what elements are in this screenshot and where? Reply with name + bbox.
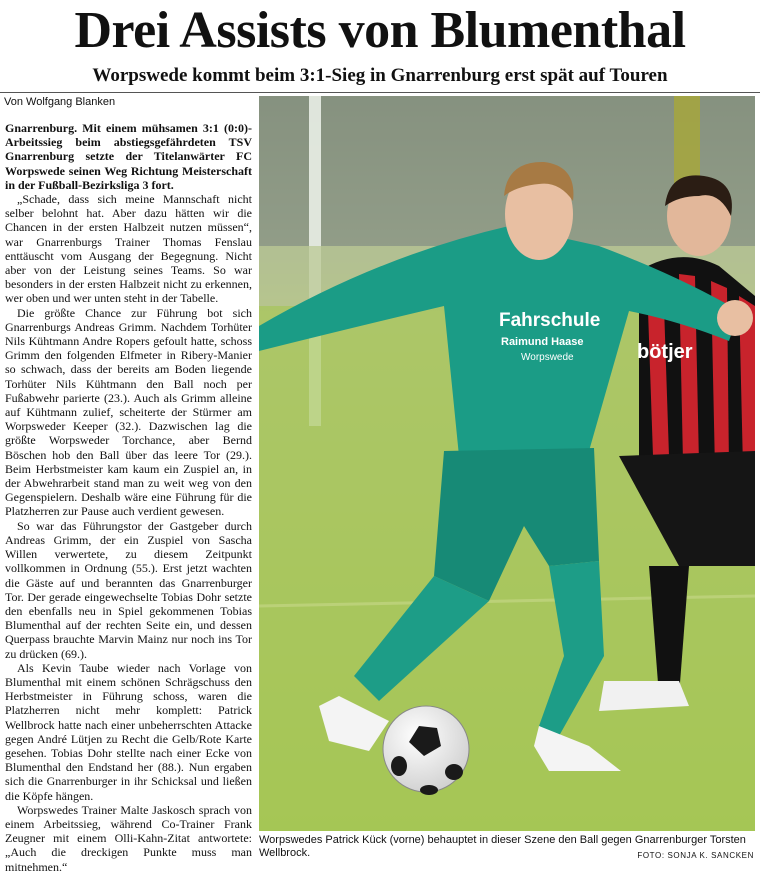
match-photo xyxy=(259,96,755,831)
byline: Von Wolfgang Blanken xyxy=(4,96,116,108)
article-paragraph: „Schade, dass sich meine Mannschaft nicht selber belohnt hat. Aber dazu hätten wir die Chancen in der ersten Halbzeit nutzen müssen“, war Gnarrenburgs Trainer Thomas Fenslau enttäuscht vom Ausgang der Begegnung. Nicht aber von der Leistung seines Teams. So war besonders in der ersten Halbzeit nicht zu erkennen, wer oben und wer unten steht in der Tabelle. xyxy=(5,192,252,306)
photo-caption: Worpswedes Patrick Kück (vorne) behauptet in dieser Szene den Ball gegen Gnarrenburger Torsten Wellbrock. xyxy=(259,834,746,859)
article-paragraph: So war das Führungstor der Gastgeber durch Andreas Grimm, der ein Zuspiel von Sascha Willen verwertete, zu diesem Zeitpunkt vollkommen in Ordnung (55.). Erst jetzt wachten die Gäste auf und berannten das Gnarrenburger Tor. Der gerade eingewechselte Tobias Dohr setzte den ebenfalls neu in Spiel gekommenen Tobias Blumenthal auf der rechten Seite ein, und dessen Querpass brauchte Marvin Mainz nur noch ins Tor zu drücken (69.). xyxy=(5,518,252,661)
photo-credit: FOTO: SONJA K. SANCKEN xyxy=(637,851,754,860)
article-paragraph: Worpswedes Trainer Malte Jaskosch sprach von einem Arbeitssieg, während Co-Trainer Frank Zeugner mit einem Olli-Kahn-Zitat antwortete: „Auch die dreckigen Punkte muss man mitnehmen.“ xyxy=(5,802,252,874)
article-body xyxy=(5,121,252,874)
sponsor-front: Fahrschule xyxy=(499,310,601,331)
article-lead: Gnarrenburg. Mit einem mühsamen 3:1 (0:0)-Arbeitssieg beim abstiegsgefährdeten TSV Gnarrenburg setzte der Titelanwärter FC Worpswede seinen Weg Richtung Meisterschaft in der Fußball-Bezirksliga 3 fort. xyxy=(5,121,252,192)
article-paragraph: Als Kevin Taube wieder nach Vorlage von Blumenthal mit einem schönen Schrägschuss den Herbstmeister in Führung schoss, waren die Platzherren nicht mehr komplett: Patrick Wellbrock hatte nach einer unbeherrschten Attacke gegen André Lütjen zu Recht die Gelb/Rote Karte gesehen. Tobias Dohr stellte nach einer Ecke von Blumenthal den Endstand her (88.). Nun ergaben sich die Gnarrenburger in ihr Schicksal und ließen die Köpfe hängen. xyxy=(5,660,252,803)
sponsor-name: Raimund Haase xyxy=(501,336,584,348)
opponent-sponsor: bötjer xyxy=(637,341,693,363)
headline: Drei Assists von Blumenthal xyxy=(74,2,686,59)
divider xyxy=(0,92,760,93)
sponsor-town: Worpswede xyxy=(521,352,574,363)
article-paragraph: Die größte Chance zur Führung bot sich Gnarrenburgs Andreas Grimm. Nachdem Torhüter Nils Kühtmann Andre Ropers gefoult hatte, schoss Grimm den folgenden Elfmeter in Ribery-Manier so schwach, dass der bereits am Boden liegende Torhüter Nils Kühtmann den Ball noch per Fußabwehr parierte (23.). Auch als Grimm alleine auf Kühtmann zulief, scheiterte der Stürmer am Worpsweder Keeper (32.). Dazwischen lag die größte Worpsweder Torchance, aber Bernd Böschen hob den Ball über das leere Tor (29.). Beim Herbstmeister kam kaum ein Zuspiel an, in der Abwehrarbeit stand man zu weit weg von den Gegenspielern. Deshalb wäre eine Führung für die Platzherren zur Pause auch verdient gewesen. xyxy=(5,305,252,519)
match-photo-illustration xyxy=(259,96,755,831)
subheadline: Worpswede kommt beim 3:1-Sieg in Gnarrenburg erst spät auf Touren xyxy=(92,65,668,86)
